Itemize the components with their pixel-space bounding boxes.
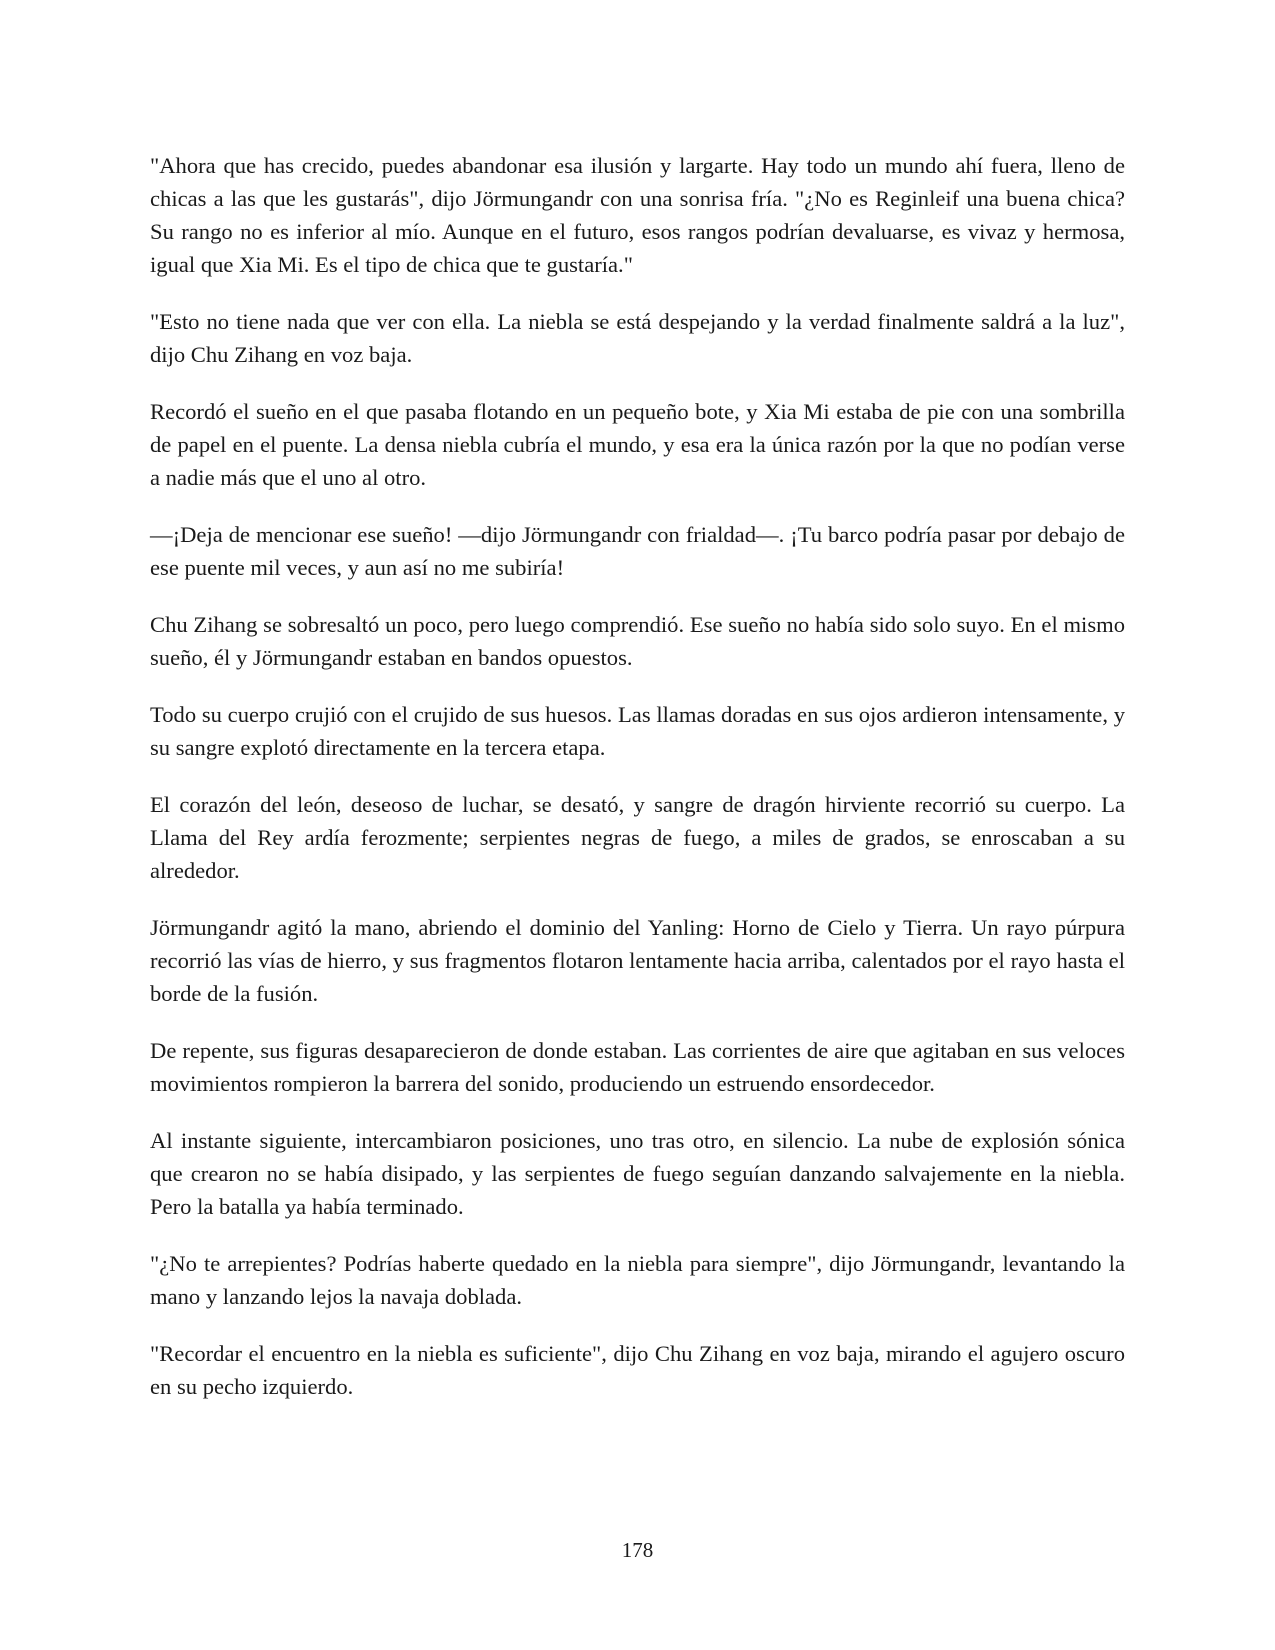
paragraph: "Ahora que has crecido, puedes abandonar esa ilusión y largarte. Hay todo un mundo ahí fuera, lleno de chicas a las que les gustarás", dijo Jörmungandr con una sonrisa fría. "¿No es Reginleif una buena chica? Su rango no es inferior al mío. Aunque en el futuro, esos rangos podrían devaluarse, es vivaz y hermosa, igual que Xia Mi. Es el tipo de chica que te gustaría." — [150, 153, 1125, 277]
body-text — [150, 149, 1125, 1427]
paragraph: Recordó el sueño en el que pasaba flotando en un pequeño bote, y Xia Mi estaba de pie con una sombrilla de papel en el puente. La densa niebla cubría el mundo, y esa era la única razón por la que no podían verse a nadie más que el uno al otro. — [150, 399, 1125, 490]
paragraph: "¿No te arrepientes? Podrías haberte quedado en la niebla para siempre", dijo Jörmungandr, levantando la mano y lanzando lejos la navaja doblada. — [150, 1251, 1125, 1309]
paragraph: De repente, sus figuras desaparecieron de donde estaban. Las corrientes de aire que agitaban en sus veloces movimientos rompieron la barrera del sonido, produciendo un estruendo ensordecedor. — [150, 1038, 1125, 1096]
paragraph: —¡Deja de mencionar ese sueño! —dijo Jörmungandr con frialdad—. ¡Tu barco podría pasar por debajo de ese puente mil veces, y aun así no me subiría! — [150, 522, 1125, 580]
paragraph: Jörmungandr agitó la mano, abriendo el dominio del Yanling: Horno de Cielo y Tierra. Un rayo púrpura recorrió las vías de hierro, y sus fragmentos flotaron lentamente hacia arriba, calentados por el rayo hasta el borde de la fusión. — [150, 915, 1125, 1006]
paragraph: "Recordar el encuentro en la niebla es suficiente", dijo Chu Zihang en voz baja, mirando el agujero oscuro en su pecho izquierdo. — [150, 1341, 1125, 1399]
paragraph: Todo su cuerpo crujió con el crujido de sus huesos. Las llamas doradas en sus ojos ardieron intensamente, y su sangre explotó directamente en la tercera etapa. — [150, 702, 1125, 760]
paragraph: Chu Zihang se sobresaltó un poco, pero luego comprendió. Ese sueño no había sido solo suyo. En el mismo sueño, él y Jörmungandr estaban en bandos opuestos. — [150, 612, 1125, 670]
paragraph: Al instante siguiente, intercambiaron posiciones, uno tras otro, en silencio. La nube de explosión sónica que crearon no se había disipado, y las serpientes de fuego seguían danzando salvajemente en la niebla. Pero la batalla ya había terminado. — [150, 1128, 1125, 1219]
paragraph: "Esto no tiene nada que ver con ella. La niebla se está despejando y la verdad finalmente saldrá a la luz", dijo Chu Zihang en voz baja. — [150, 309, 1125, 367]
paragraph: El corazón del león, deseoso de luchar, se desató, y sangre de dragón hirviente recorrió su cuerpo. La Llama del Rey ardía ferozmente; serpientes negras de fuego, a miles de grados, se enroscaban a su alrededor. — [150, 792, 1125, 883]
page-number: 178 — [621, 1538, 654, 1562]
